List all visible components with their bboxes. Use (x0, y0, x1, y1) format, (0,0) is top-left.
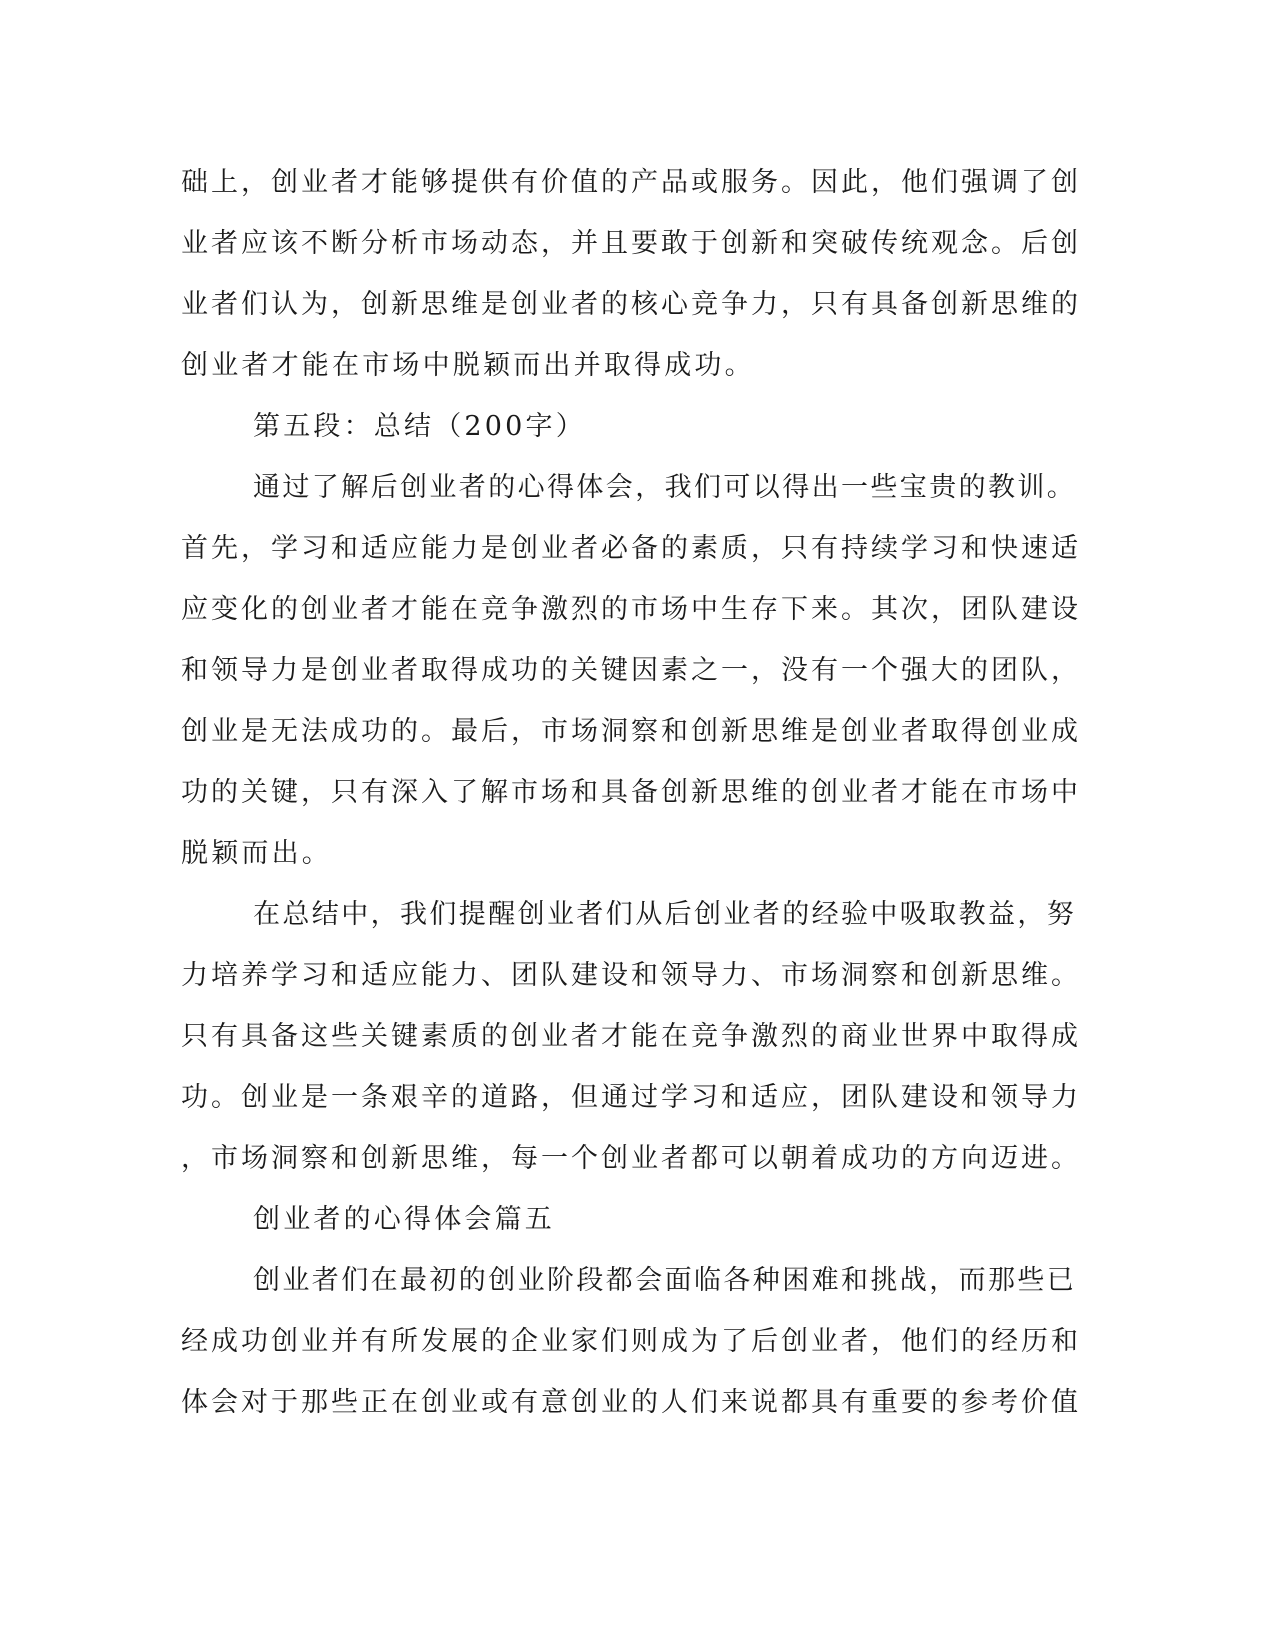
text-line: 功。创业是一条艰辛的道路，但通过学习和适应，团队建设和领导力 (181, 1082, 1081, 1113)
text-line: 力培养学习和适应能力、团队建设和领导力、市场洞察和创新思维。 (181, 960, 1081, 991)
text-line: 首先，学习和适应能力是创业者必备的素质，只有持续学习和快速适 (181, 533, 1081, 564)
text-line: 创业是无法成功的。最后，市场洞察和创新思维是创业者取得创业成 (181, 716, 1081, 747)
text-line: 体会对于那些正在创业或有意创业的人们来说都具有重要的参考价值 (181, 1387, 1081, 1418)
text-line: 创业者才能在市场中脱颖而出并取得成功。 (181, 350, 755, 381)
text-line: 通过了解后创业者的心得体会，我们可以得出一些宝贵的教训。 (253, 472, 1077, 503)
text-line: 业者应该不断分析市场动态，并且要敢于创新和突破传统观念。后创 (181, 228, 1081, 259)
text-line: 础上，创业者才能够提供有价值的产品或服务。因此，他们强调了创 (181, 167, 1081, 198)
text-line: 经成功创业并有所发展的企业家们则成为了后创业者，他们的经历和 (181, 1326, 1081, 1357)
text-line: 和领导力是创业者取得成功的关键因素之一，没有一个强大的团队， (181, 655, 1081, 686)
text-line: 业者们认为，创新思维是创业者的核心竞争力，只有具备创新思维的 (181, 289, 1081, 320)
text-line: ，市场洞察和创新思维，每一个创业者都可以朝着成功的方向迈进。 (181, 1143, 1081, 1174)
section-heading: 创业者的心得体会篇五 (253, 1204, 555, 1235)
text-line: 创业者们在最初的创业阶段都会面临各种困难和挑战，而那些已 (253, 1265, 1077, 1296)
text-line: 脱颖而出。 (181, 838, 332, 869)
text-line: 应变化的创业者才能在竞争激烈的市场中生存下来。其次，团队建设 (181, 594, 1081, 625)
document-body (181, 152, 1081, 1433)
text-line: 在总结中，我们提醒创业者们从后创业者的经验中吸取教益，努 (253, 899, 1077, 930)
section-heading: 第五段：总结（200字） (253, 411, 586, 442)
text-line: 功的关键，只有深入了解市场和具备创新思维的创业者才能在市场中 (181, 777, 1081, 808)
text-line: 只有具备这些关键素质的创业者才能在竞争激烈的商业世界中取得成 (181, 1021, 1081, 1052)
